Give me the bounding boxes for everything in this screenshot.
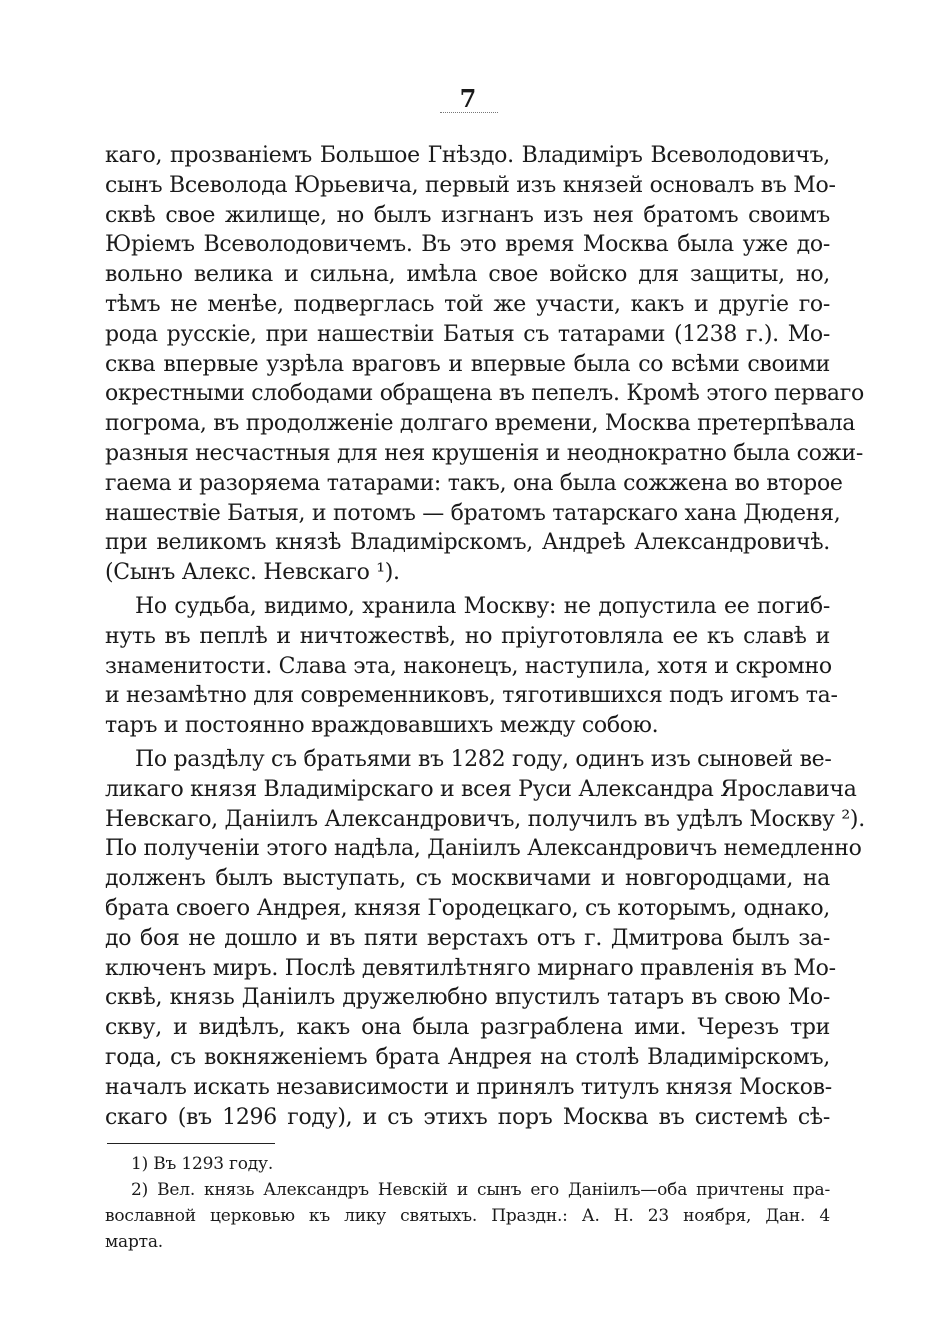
footnote-line: 1) Въ 1293 году. — [131, 1154, 274, 1174]
text-line: при великомъ князѣ Владимірскомъ, Андреѣ Александровичѣ. — [105, 530, 830, 556]
text-line: окрестными слободами обращена въ пепелъ. Кромѣ этого перваго — [105, 381, 864, 407]
footnote-line: марта. — [105, 1232, 163, 1252]
footnote-separator — [107, 1143, 275, 1144]
text-line: (Сынъ Алекс. Невскаго ¹). — [105, 560, 400, 586]
text-line: скаго (въ 1296 году), и съ этихъ поръ Москва въ системѣ сѣ- — [105, 1104, 830, 1130]
text-line: скву, и видѣлъ, какъ она была разграблена ими. Черезъ три — [105, 1015, 830, 1041]
text-line: погрома, въ продолженіе долгаго времени, Москва претерпѣвала — [105, 411, 856, 437]
paragraph-1 — [105, 141, 864, 588]
text-line: брата своего Андрея, князя Городецкаго, съ которымъ, однако, — [105, 895, 830, 921]
body-text — [105, 141, 865, 1132]
text-line: сквѣ, князь Даніилъ дружелюбно впустилъ татаръ въ свою Мо- — [105, 985, 830, 1011]
text-line: началъ искать независимости и принялъ титулъ князя Москов- — [105, 1074, 832, 1100]
footnote-line: 2) Вел. князь Александръ Невскій и сынъ его Даніилъ—оба причтены пра- — [131, 1180, 830, 1200]
text-line: сынъ Всеволода Юрьевича, первый изъ князей основалъ въ Мо- — [105, 172, 836, 198]
text-line: вольно велика и сильна, имѣла свое войско для защиты, но, — [105, 262, 830, 288]
text-line: сквѣ свое жилище, но былъ изгнанъ изъ нея братомъ своимъ — [105, 202, 830, 228]
text-line: По полученіи этого надѣла, Даніилъ Александровичъ немедленно — [105, 836, 862, 862]
text-line: года, съ вокняженіемъ брата Андрея на столѣ Владимірскомъ, — [105, 1044, 830, 1070]
text-line: нуть въ пеплѣ и ничтожествѣ, но пріуготовляла ее къ славѣ и — [105, 623, 830, 649]
page-number-rule — [440, 112, 498, 113]
text-line: разныя несчастныя для нея крушенія и неоднократно была сожи- — [105, 440, 864, 466]
text-line: Юріемъ Всеволодовичемъ. Въ это время Москва была уже до- — [105, 232, 830, 258]
text-line: долженъ былъ выступать, съ москвичами и новгородцами, на — [105, 866, 830, 892]
text-line: Но судьба, видимо, хранила Москву: не допустила ее погиб- — [135, 593, 830, 619]
paragraph-2 — [105, 592, 838, 741]
text-line: По раздѣлу съ братьями въ 1282 году, одинъ изъ сыновей ве- — [135, 746, 832, 772]
text-line: ключенъ миръ. Послѣ девятилѣтняго мирнаго правленія въ Мо- — [105, 955, 836, 981]
page-number: 7 — [459, 84, 477, 113]
text-line: и незамѣтно для современниковъ, тяготившихся подъ игомъ та- — [105, 683, 838, 709]
text-line: нашествіе Батыя, и потомъ — братомъ татарскаго хана Дюденя, — [105, 500, 841, 526]
footnote-line: вославной церковью къ лику святыхъ. Праздн.: А. Н. 23 ноября, Дан. 4 — [105, 1206, 830, 1226]
text-line: знаменитости. Слава эта, наконецъ, наступила, хотя и скромно — [105, 653, 832, 679]
text-line: сква впервые узрѣла враговъ и впервые была со всѣми своими — [105, 351, 830, 377]
text-line: до боя не дошло и въ пяти верстахъ отъ г. Дмитрова былъ за- — [105, 925, 830, 951]
footnote-1 — [105, 1151, 830, 1177]
footnotes — [105, 1151, 830, 1255]
paragraph-3 — [105, 745, 865, 1132]
text-line: рода русскіе, при нашествіи Батыя съ татарами (1238 г.). Мо- — [105, 321, 830, 347]
footnote-2 — [105, 1177, 830, 1255]
text-line: тѣмъ не менѣе, подверглась той же участи, какъ и другіе го- — [105, 291, 830, 317]
text-line: каго, прозваніемъ Большое Гнѣздо. Владиміръ Всеволодовичъ, — [105, 143, 830, 168]
text-line: ликаго князя Владимірскаго и всея Руси Александра Ярославича — [105, 776, 857, 802]
text-line: Невскаго, Даніилъ Александровичъ, получилъ въ удѣлъ Москву ²). — [105, 806, 865, 832]
text-line: таръ и постоянно враждовавшихъ между собою. — [105, 713, 659, 739]
text-line: гаема и разоряема татарами: такъ, она была сожжена во второе — [105, 470, 843, 496]
